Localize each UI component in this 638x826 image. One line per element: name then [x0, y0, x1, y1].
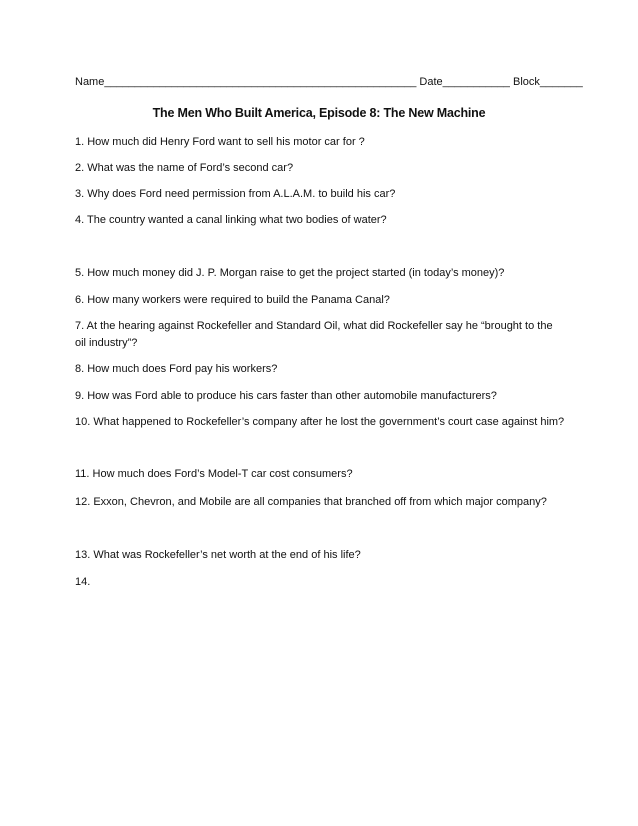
question-1: 1. How much did Henry Ford want to sell his motor car for ? — [75, 136, 365, 148]
question-6: 6. How many workers were required to build the Panama Canal? — [75, 294, 390, 306]
question-9: 9. How was Ford able to produce his cars faster than other automobile manufacturers? — [75, 390, 497, 402]
question-13: 13. What was Rockefeller’s net worth at the end of his life? — [75, 549, 361, 561]
question-10: 10. What happened to Rockefeller’s company after he lost the government’s court case against him? — [75, 416, 565, 428]
question-3: 3. Why does Ford need permission from A.L.A.M. to build his car? — [75, 188, 396, 200]
question-12: 12. Exxon, Chevron, and Mobile are all companies that branched off from which major company? — [75, 496, 547, 508]
question-7: 7. At the hearing against Rockefeller and Standard Oil, what did Rockefeller say he “brought to the oil industry”? — [75, 320, 553, 349]
question-14: 14. — [75, 576, 91, 588]
worksheet-title: The Men Who Built America, Episode 8: The New Machine — [152, 106, 486, 120]
question-4: 4. The country wanted a canal linking what two bodies of water? — [75, 214, 387, 226]
question-11: 11. How much does Ford’s Model-T car cost consumers? — [75, 468, 353, 480]
question-8: 8. How much does Ford pay his workers? — [75, 363, 278, 375]
question-5: 5. How much money did J. P. Morgan raise to get the project started (in today’s money)? — [75, 267, 505, 279]
question-2: 2. What was the name of Ford’s second car? — [75, 162, 294, 174]
name-date-block-line: Name___________________________________________________ Date___________ Block_______ — [75, 76, 583, 88]
